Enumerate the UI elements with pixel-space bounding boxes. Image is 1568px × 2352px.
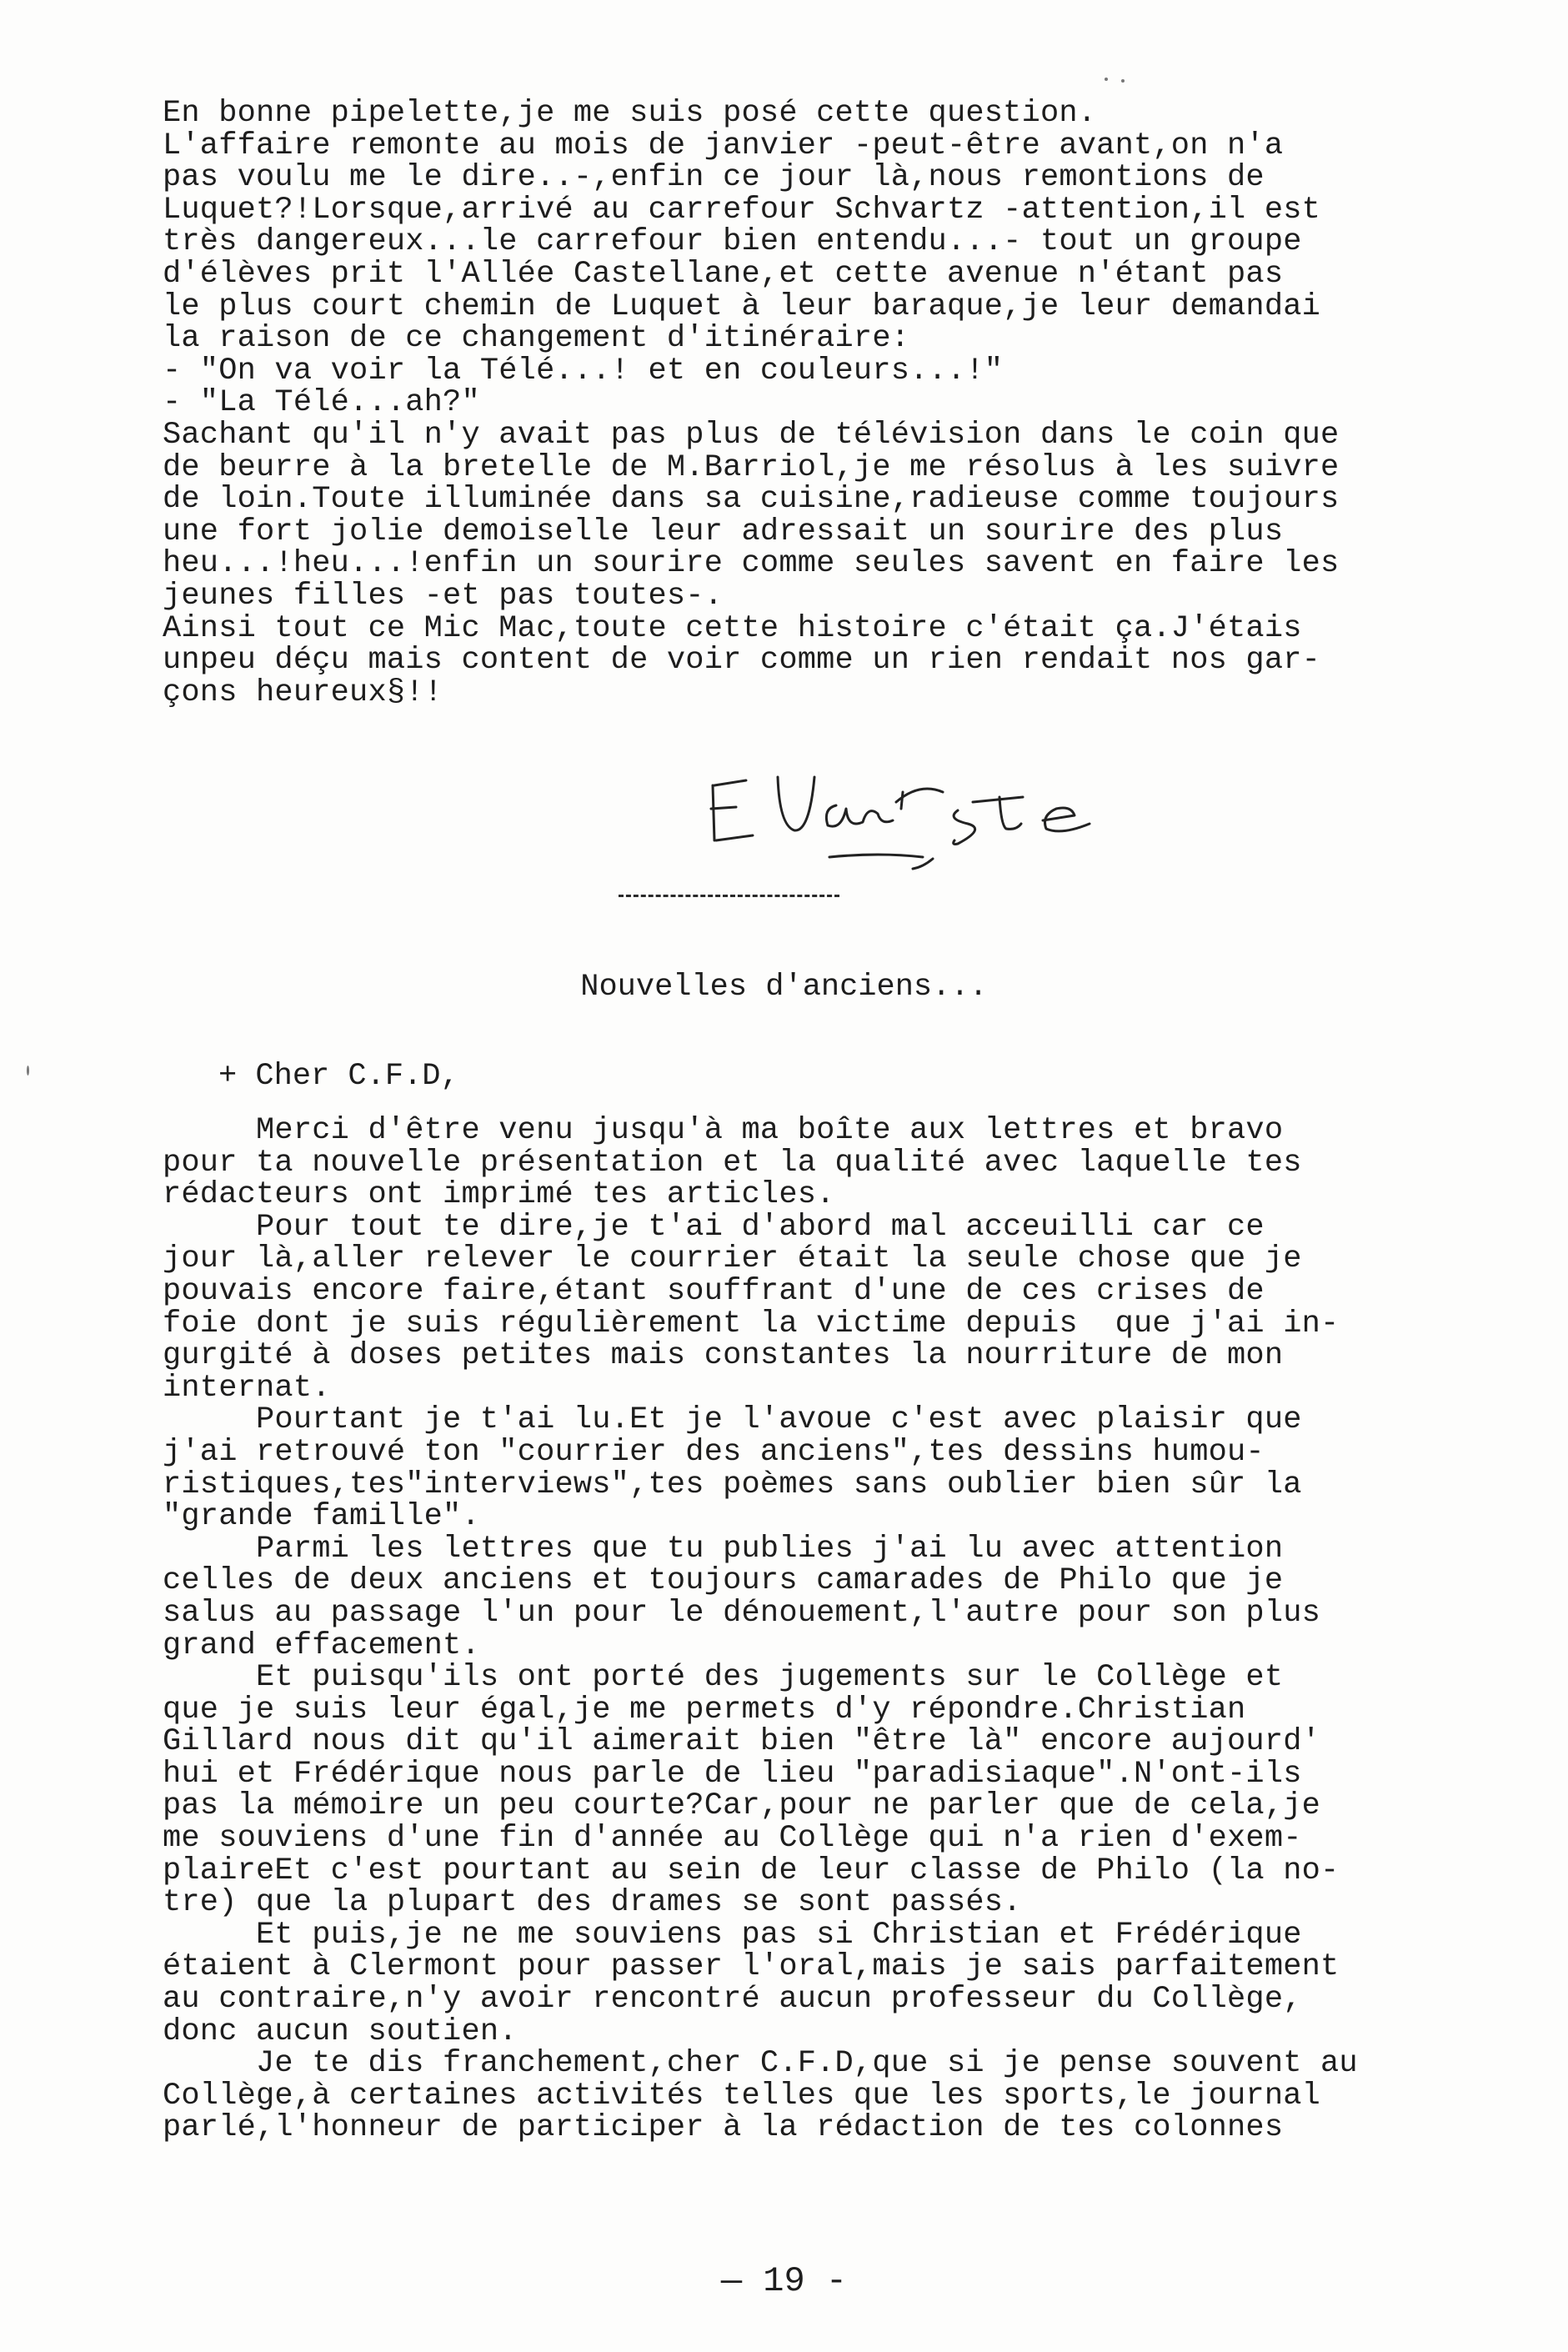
text-line: d'élèves prit l'Allée Castellane,et cette avenue n'étant pas [163, 256, 1284, 292]
page-number: — 19 - [720, 2261, 848, 2301]
text-line: au contraire,n'y avoir rencontré aucun professeur du Collège, [163, 1982, 1302, 2018]
text-line: unpeu déçu mais content de voir comme un rien rendait nos gar- [163, 643, 1321, 679]
text-line: la raison de ce changement d'itinéraire: [163, 321, 910, 357]
text-line: jour là,aller relever le courrier était la seule chose que je [163, 1241, 1302, 1277]
text-line: très dangereux...le carrefour bien entendu...- tout un groupe [163, 224, 1302, 260]
text-line: En bonne pipelette,je me suis posé cette question. [163, 96, 1097, 131]
text-line: Et puisqu'ils ont porté des jugements sur le Collège et [163, 1660, 1284, 1696]
text-line: gurgité à doses petites mais constantes la nourriture de mon [163, 1338, 1284, 1374]
text-line: Gillard nous dit qu'il aimerait bien "être là" encore aujourd' [163, 1724, 1321, 1760]
text-line: j'ai retrouvé ton "courrier des anciens",tes dessins humou- [163, 1434, 1265, 1470]
text-line: celles de deux anciens et toujours camarades de Philo que je [163, 1563, 1284, 1599]
text-line: ristiques,tes"interviews",tes poèmes sans oublier bien sûr la [163, 1467, 1302, 1502]
text-line: Parmi les lettres que tu publies j'ai lu avec attention [163, 1531, 1284, 1567]
paper-speck [1105, 78, 1108, 81]
text-line: - "On va voir la Télé...! et en couleurs...!" [163, 353, 1004, 389]
text-line: tre) que la plupart des drames se sont passés. [163, 1885, 1022, 1921]
text-line: - "La Télé...ah?" [163, 385, 480, 421]
text-line: pas la mémoire un peu courte?Car,pour ne parler que de cela,je [163, 1788, 1321, 1824]
text-line: Collège,à certaines activités telles que les sports,le journal [163, 2078, 1321, 2114]
letter-salutation: + Cher C.F.D, [218, 1059, 459, 1094]
text-line: étaient à Clermont pour passer l'oral,mais je sais parfaitement [163, 1949, 1340, 1985]
text-line: Sachant qu'il n'y avait pas plus de télévision dans le coin que [163, 417, 1340, 453]
text-line: le plus court chemin de Luquet à leur baraque,je leur demandai [163, 288, 1321, 324]
text-line: Pour tout te dire,je t'ai d'abord mal acceuilli car ce [163, 1209, 1265, 1245]
text-line: Pourtant je t'ai lu.Et je l'avoue c'est avec plaisir que [163, 1402, 1302, 1438]
section-separator [619, 895, 839, 897]
text-line: de beurre à la bretelle de M.Barriol,je me résolus à les suivre [163, 449, 1340, 485]
letter-body [163, 1115, 1438, 2144]
text-line: hui et Frédérique nous parle de lieu "paradisiaque".N'ont-ils [163, 1756, 1302, 1792]
text-line: de loin.Toute illuminée dans sa cuisine,radieuse comme toujours [163, 482, 1340, 518]
text-line: "grande famille". [163, 1499, 480, 1535]
text-line: une fort jolie demoiselle leur adressait un sourire des plus [163, 514, 1284, 549]
handwritten-signature [704, 742, 1171, 875]
text-line: me souviens d'une fin d'année au Collège qui n'a rien d'exem- [163, 1821, 1302, 1857]
article-ending [163, 98, 1438, 709]
text-line: parlé,l'honneur de participer à la rédaction de tes colonnes [163, 2110, 1284, 2146]
paper-speck [1121, 79, 1125, 83]
text-line: Et puis,je ne me souviens pas si Christian et Frédérique [163, 1917, 1302, 1953]
text-line: salus au passage l'un pour le dénouement,l'autre pour son plus [163, 1595, 1321, 1631]
text-line: pouvais encore faire,étant souffrant d'une de ces crises de [163, 1273, 1265, 1309]
text-line: grand effacement. [163, 1627, 480, 1663]
text-line: Merci d'être venu jusqu'à ma boîte aux lettres et bravo [163, 1113, 1284, 1148]
text-line: que je suis leur égal,je me permets d'y répondre.Christian [163, 1692, 1246, 1728]
text-line: jeunes filles -et pas toutes-. [163, 578, 724, 614]
text-line: L'affaire remonte au mois de janvier -peut-être avant,on n'a [163, 128, 1284, 163]
text-line: pour ta nouvelle présentation et la qualité avec laquelle tes [163, 1145, 1302, 1181]
text-line: foie dont je suis régulièrement la victime depuis que j'ai in- [163, 1306, 1340, 1341]
text-line: internat. [163, 1370, 331, 1406]
section-title: Nouvelles d'anciens... [580, 970, 988, 1005]
text-line: heu...!heu...!enfin un sourire comme seules savent en faire les [163, 546, 1340, 582]
text-line: donc aucun soutien. [163, 2013, 518, 2049]
text-line: Je te dis franchement,cher C.F.D,que si je pense souvent au [163, 2046, 1358, 2082]
paper-speck [27, 1066, 29, 1076]
text-line: rédacteurs ont imprimé tes articles. [163, 1177, 835, 1213]
text-line: Ainsi tout ce Mic Mac,toute cette histoire c'était ça.J'étais [163, 610, 1302, 646]
text-line: pas voulu me le dire..-,enfin ce jour là,nous remontions de [163, 160, 1265, 196]
text-line: çons heureux§!! [163, 675, 443, 710]
text-line: Luquet?!Lorsque,arrivé au carrefour Schvartz -attention,il est [163, 192, 1321, 228]
text-line: plaireEt c'est pourtant au sein de leur classe de Philo (la no- [163, 1853, 1340, 1888]
